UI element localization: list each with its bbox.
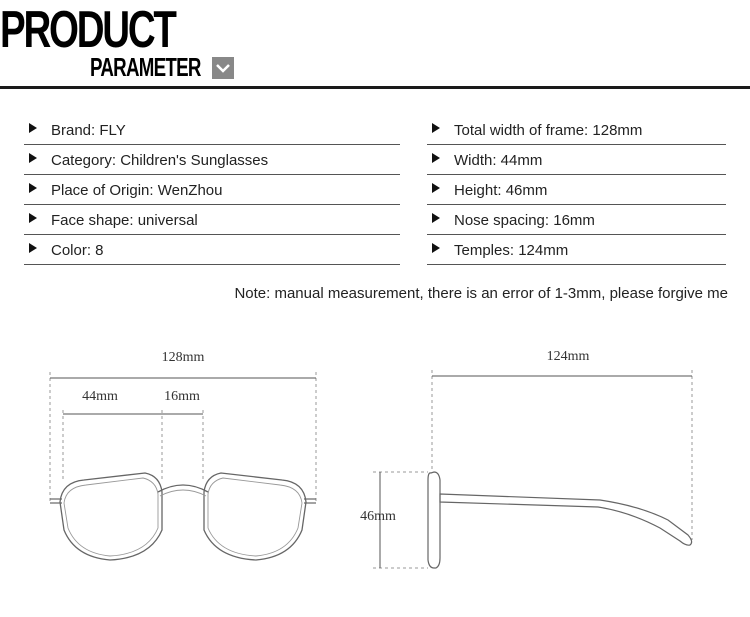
spec-row bbox=[24, 235, 726, 265]
spec-item bbox=[427, 205, 726, 235]
spec-item bbox=[427, 235, 726, 265]
frame-profile bbox=[428, 472, 440, 568]
temple-arm bbox=[440, 494, 692, 545]
spec-row bbox=[24, 205, 726, 235]
spec-label: Nose spacing: 16mm bbox=[454, 212, 595, 229]
spec-row bbox=[24, 145, 726, 175]
spec-table bbox=[24, 115, 726, 265]
arrow-right-icon bbox=[29, 123, 37, 133]
spec-label: Height: 46mm bbox=[454, 182, 548, 199]
page-title: PRODUCT bbox=[0, 1, 175, 59]
page-subtitle: PARAMETER bbox=[90, 52, 201, 82]
spec-label: Category: Children's Sunglasses bbox=[51, 152, 269, 169]
arrow-right-icon bbox=[29, 183, 37, 193]
total-width-label: 128mm bbox=[161, 350, 205, 365]
arrow-right-icon bbox=[29, 213, 37, 223]
front-view bbox=[50, 350, 316, 560]
spec-item bbox=[24, 145, 400, 175]
header-divider bbox=[0, 86, 750, 89]
spec-item bbox=[24, 115, 400, 145]
right-lens bbox=[204, 473, 306, 560]
spec-item bbox=[427, 175, 726, 205]
spec-row bbox=[24, 175, 726, 205]
arrow-right-icon bbox=[432, 123, 440, 133]
spec-item bbox=[24, 175, 400, 205]
spec-item bbox=[24, 235, 400, 265]
bridge bbox=[158, 485, 208, 492]
arrow-right-icon bbox=[432, 153, 440, 163]
left-lens bbox=[60, 473, 162, 560]
height-label: 46mm bbox=[360, 509, 396, 524]
nose-spacing-label: 16mm bbox=[164, 389, 200, 404]
spec-item bbox=[24, 205, 400, 235]
header bbox=[0, 0, 750, 92]
arrow-right-icon bbox=[432, 213, 440, 223]
spec-label: Brand: FLY bbox=[51, 122, 126, 139]
temple-length-label: 124mm bbox=[546, 349, 590, 364]
lens-width-label: 44mm bbox=[82, 389, 118, 404]
spec-item bbox=[427, 145, 726, 175]
arrow-right-icon bbox=[432, 183, 440, 193]
spec-item bbox=[427, 115, 726, 145]
side-view bbox=[360, 349, 692, 568]
spec-label: Width: 44mm bbox=[454, 152, 543, 169]
measurement-note: Note: manual measurement, there is an error of 1-3mm, please forgive me bbox=[234, 285, 728, 302]
spec-label: Face shape: universal bbox=[51, 212, 198, 229]
chevron-down-icon bbox=[212, 57, 234, 79]
arrow-right-icon bbox=[432, 243, 440, 253]
spec-label: Place of Origin: WenZhou bbox=[51, 182, 223, 199]
arrow-right-icon bbox=[29, 153, 37, 163]
dimension-diagram bbox=[0, 330, 750, 615]
spec-label: Total width of frame: 128mm bbox=[454, 122, 643, 139]
arrow-right-icon bbox=[29, 243, 37, 253]
spec-label: Temples: 124mm bbox=[454, 242, 569, 259]
spec-label: Color: 8 bbox=[51, 242, 104, 259]
spec-row bbox=[24, 115, 726, 145]
